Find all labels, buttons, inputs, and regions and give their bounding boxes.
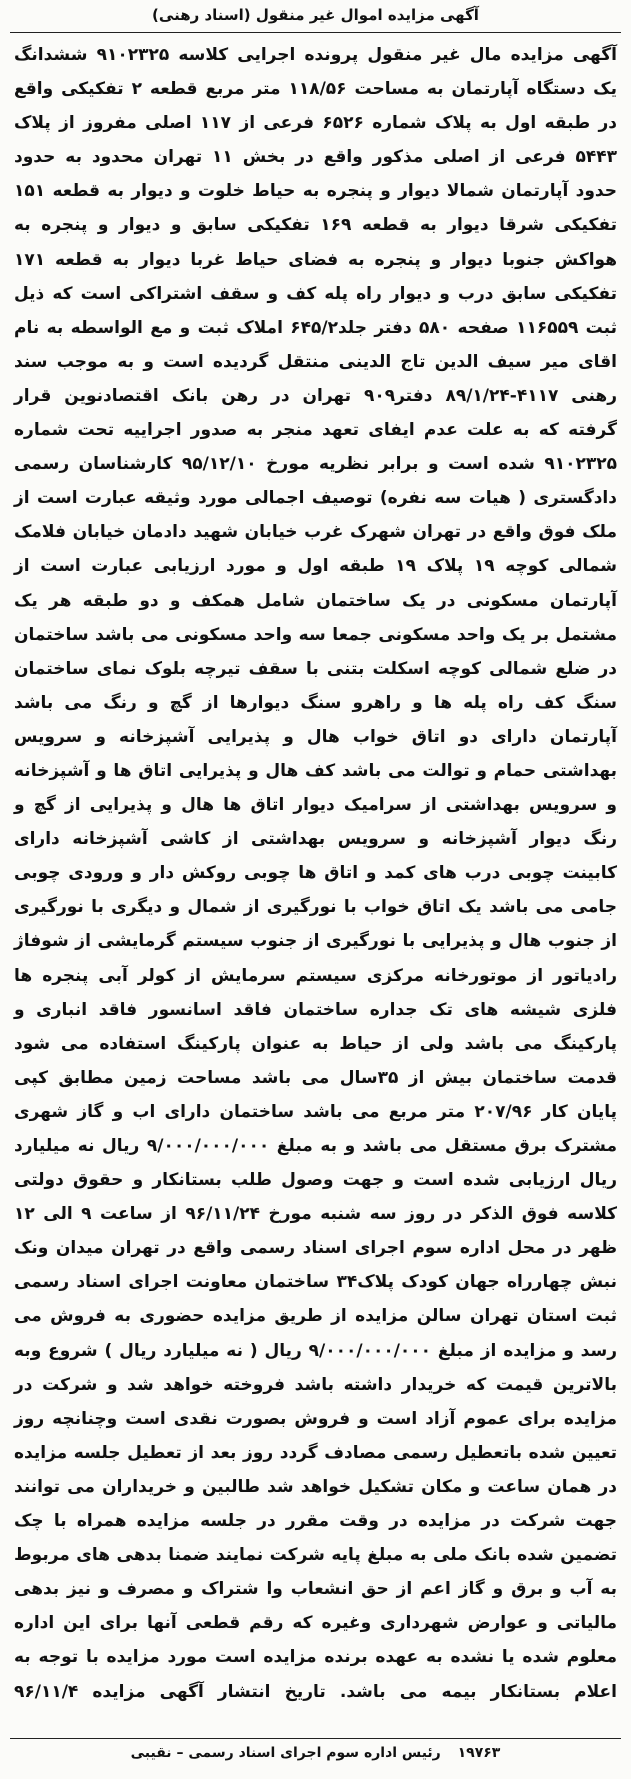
- notice-footer: [14, 1745, 617, 1761]
- bottom-divider: [10, 1738, 621, 1739]
- footer-code: ۱۹۷۶۳: [457, 1745, 501, 1761]
- top-divider: [10, 32, 621, 33]
- notice-body: آگهی مزایده مال غیر منقول پرونده اجرایی کلاسه ۹۱۰۲۳۲۵ ششدانگ یک دستگاه آپارتمان به مساحت ۱۱۸/۵۶ متر مربع قطعه ۲ تفکیکی واقع در طبقه اول به پلاک شماره ۶۵۲۶ فرعی از ۱۱۷ اصلی مفروز از پلاک ۵۴۴۳ فرعی از اصلی مذکور واقع در بخش ۱۱ تهران محدود به حدود حدود آپارتمان شمالا دیوار و پنجره به حیاط خلوت و دیوار به قطعه ۱۵۱ تفکیکی شرقا دیوار به قطعه ۱۶۹ تفکیکی سابق و دیوار و پنجره به هواکش جنوبا دیوار و پنجره به فضای حیاط غربا دیوار به قطعه ۱۷۱ تفکیکی سابق درب و دیوار راه پله کف و سقف اشتراکی است که ذیل ثبت ۱۱۶۵۵۹ صفحه ۵۸۰ دفتر جلد۶۴۵/۲ املاک ثبت و مع الواسطه به نام اقای میر سیف الدین تاج الدینی منتقل گردیده است و به موجب سند رهنی ۴۱۱۷-۸۹/۱/۲۴ دفتر۹۰۹ تهران در رهن بانک اقتصادنوین قرار گرفته که به علت عدم ایفای تعهد منجر به صدور اجراییه تحت شماره ۹۱۰۲۳۲۵ شده است و برابر نظریه مورخ ۹۵/۱۲/۱۰ کارشناسان رسمی دادگستری ( هیات سه نفره) توصیف اجمالی مورد وثیقه عبارت است از ملک فوق واقع در تهران شهرک غرب خیابان شهید دادمان خیابان فلامک شمالی کوچه ۱۹ پلاک ۱۹ طبقه اول و مورد ارزیابی عبارت است از آپارتمان مسکونی در یک ساختمان شامل همکف و دو طبقه هر یک مشتمل بر یک واحد مسکونی جمعا سه واحد مسکونی می باشد ساختمان در ضلع شمالی کوچه اسکلت بتنی با سقف تیرچه بلوک نمای ساختمان سنگ کف راه پله ها و راهرو سنگ دیوارها از گچ و رنگ می باشد آپارتمان دارای دو اتاق خواب هال و پذیرایی آشپزخانه و سرویس بهداشتی حمام و توالت می باشد کف هال و پذیرایی اتاق ها و آشپزخانه و سرویس بهداشتی از سرامیک دیوار اتاق ها هال و پذیرایی از گچ و رنگ دیوار آشپزخانه و سرویس بهداشتی از کاشی آشپزخانه دارای کابینت چوبی درب های کمد و اتاق ها چوبی روکش دار و ورودی چوبی جامی می باشد یک اتاق خواب با نورگیری از شمال و دیگری با نورگیری از جنوب هال و پذیرایی با نورگیری از جنوب سیستم گرمایشی از شوفاژ رادیاتور از موتورخانه مرکزی سیستم سرمایش از کولر آبی پنجره ها فلزی شیشه های تک جداره ساختمان فاقد اسانسور فاقد انباری و پارکینگ می باشد ولی از حیاط به عنوان پارکینگ استفاده می شود قدمت ساختمان بیش از ۳۵سال می باشد مساحت زمین مطابق کپی پایان کار ۲۰۷/۹۶ متر مربع می باشد ساختمان دارای اب و گاز شهری مشترک برق مستقل می باشد و به مبلغ ۹/۰۰۰/۰۰۰/۰۰۰ ریال نه میلیارد ریال ارزیابی شده است و جهت وصول طلب بستانکار و حقوق دولتی کلاسه فوق الذکر در روز سه شنبه مورخ ۹۶/۱۱/۲۴ از ساعت ۹ الی ۱۲ ظهر در محل اداره سوم اجرای اسناد رسمی واقع در تهران میدان ونک نبش چهارراه جهان کودک پلاک۳۴ ساختمان معاونت اجرای اسناد رسمی ثبت استان تهران سالن مزایده از طریق مزایده حضوری به فروش می رسد و مزایده از مبلغ ۹/۰۰۰/۰۰۰/۰۰۰ ریال ( نه میلیارد ریال ) شروع وبه بالاترین قیمت که خریدار داشته باشد فروخته خواهد شد و شرکت در مزایده برای عموم آزاد است و فروش بصورت نقدی است وچنانچه روز تعیین شده باتعطیل رسمی مصادف گردد روز بعد از تعطیل جلسه مزایده در همان ساعت و مکان تشکیل خواهد شد طالبین و خریداران می توانند جهت شرکت در مزایده در وقت مقرر در جلسه مزایده همراه با چک تضمین شده بانک ملی به مبلغ پایه شرکت نمایند ضمنا بدهی های مربوط به آب و برق و گاز اعم از حق انشعاب وا شتراک و مصرف و نیز بدهی مالیاتی و عوارض شهرداری وغیره که رقم قطعی آنها برای این اداره معلوم شده یا نشده به عهده برنده مزایده است مورد مزایده با توجه به اعلام بستانکار بیمه می باشد. تاریخ انتشار آگهی مزایده ۹۶/۱۱/۴: [14, 45, 618, 1702]
- footer-signature: رئیس اداره سوم اجرای اسناد رسمی – نقیبی: [130, 1745, 441, 1761]
- notice-header: آگهی مزایده اموال غیر منقول (اسناد رهنی): [152, 6, 479, 24]
